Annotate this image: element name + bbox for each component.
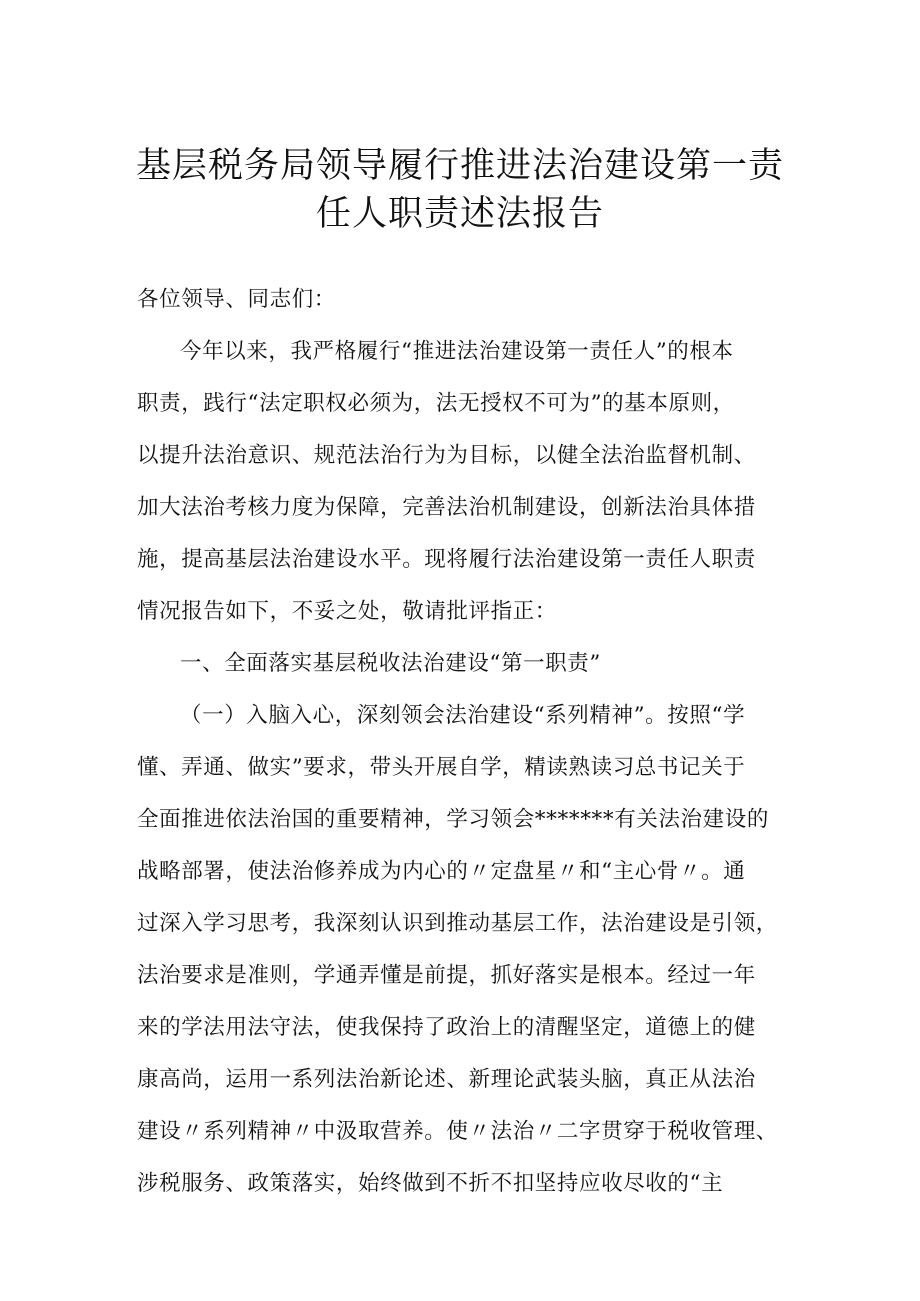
paragraph-line: 法治要求是准则，学通弄懂是前提，抓好落实是根本。经过一年: [137, 963, 756, 988]
paragraph-line: 今年以来，我严格履行“推进法治建设第一责任人”的根本: [180, 339, 734, 364]
paragraph-line: 全面推进依法治国的重要精神，学习领会*******有关法治建设的: [137, 807, 769, 832]
paragraph-intro: [137, 326, 817, 638]
paragraph-section-1-1: [137, 690, 817, 1210]
paragraph-line: （一）入脑入心，深刻领会法治建设“系列精神”。按照“学: [180, 703, 746, 728]
section-heading-1: 一、全面落实基层税收法治建设“第一职责”: [180, 651, 601, 676]
paragraph-line: 情况报告如下，不妥之处，敬请批评指正：: [137, 599, 557, 624]
paragraph-line: 过深入学习思考，我深刻认识到推动基层工作，法治建设是引领，: [137, 911, 778, 936]
paragraph-line: 职责，践行“法定职权必须为，法无授权不可为”的基本原则，: [137, 391, 735, 416]
paragraph-line: 加大法治考核力度为保障，完善法治机制建设，创新法治具体措: [137, 495, 756, 520]
paragraph-line: 来的学法用法守法，使我保持了政治上的清醒坚定，道德上的健: [137, 1015, 756, 1040]
paragraph-line: 康高尚，运用一系列法治新论述、新理论武装头脑，真正从法治: [137, 1067, 756, 1092]
paragraph-line: 以提升法治意识、规范法治行为为目标，以健全法治监督机制、: [137, 443, 756, 468]
salutation: 各位领导、同志们：: [137, 287, 336, 312]
paragraph-line: 建设〃系列精神〃中汲取营养。使〃法治〃二字贯穿于税收管理、: [137, 1119, 778, 1144]
paragraph-line: 涉税服务、政策落实，始终做到不折不扣坚持应收尽收的“主: [137, 1171, 724, 1196]
paragraph-line: 懂、弄通、做实”要求，带头开展自学，精读熟读习总书记关于: [137, 755, 746, 780]
paragraph-line: 战略部署，使法治修养成为内心的〃定盘星〃和“主心骨〃。通: [137, 859, 746, 884]
document-title-line-2: 任人职责述法报告: [315, 194, 604, 234]
document-title-line-1: 基层税务局领导履行推进法治建设第一责: [135, 146, 784, 186]
paragraph-line: 施，提高基层法治建设水平。现将履行法治建设第一责任人职责: [137, 547, 756, 572]
